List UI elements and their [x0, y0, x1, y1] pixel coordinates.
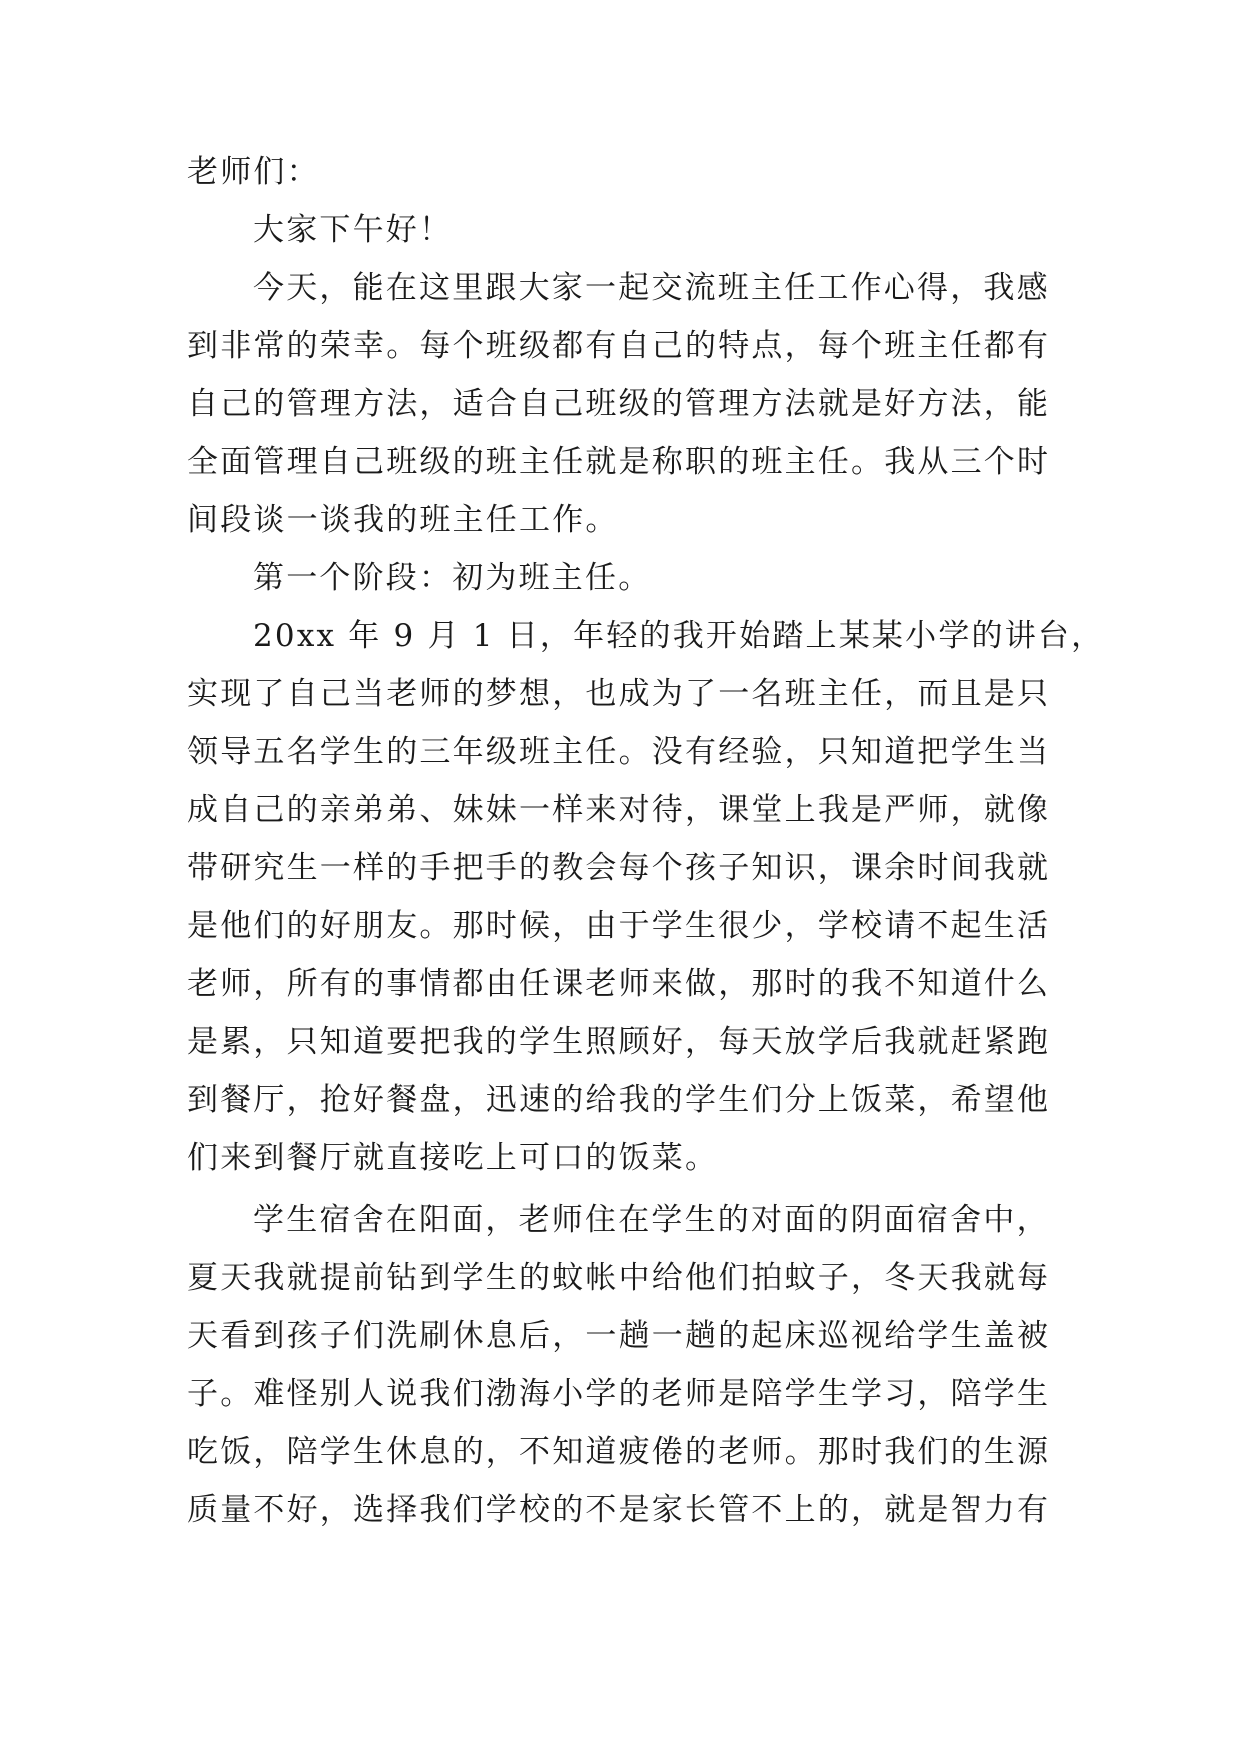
paragraph-line: 吃饭，陪学生休息的，不知道疲倦的老师。那时我们的生源: [187, 1434, 1051, 1470]
paragraph-line: 质量不好，选择我们学校的不是家长管不上的，就是智力有: [187, 1492, 1051, 1528]
paragraph-line: 是累，只知道要把我的学生照顾好，每天放学后我就赶紧跑: [187, 1024, 1051, 1060]
paragraph-line: 今天，能在这里跟大家一起交流班主任工作心得，我感: [253, 270, 1050, 306]
paragraph-line: 老师，所有的事情都由任课老师来做，那时的我不知道什么: [187, 966, 1051, 1002]
paragraph-4: [187, 1191, 1063, 1539]
paragraph-line: 自己的管理方法，适合自己班级的管理方法就是好方法，能: [187, 386, 1051, 422]
paragraph-line: 领导五名学生的三年级班主任。没有经验，只知道把学生当: [187, 734, 1051, 770]
paragraph-3: [187, 607, 1105, 1187]
paragraph-line: 学生宿舍在阳面，老师住在学生的对面的阴面宿舍中，: [253, 1202, 1050, 1238]
section-heading-text: 第一个阶段：初为班主任。: [253, 560, 652, 596]
salutation: 老师们：: [187, 154, 320, 190]
paragraph-line: 到餐厅，抢好餐盘，迅速的给我的学生们分上饭菜，希望他: [187, 1082, 1051, 1118]
paragraph-line: 成自己的亲弟弟、妹妹一样来对待，课堂上我是严师，就像: [187, 792, 1051, 828]
paragraph-line: 带研究生一样的手把手的教会每个孩子知识，课余时间我就: [187, 850, 1051, 886]
paragraph-line: 夏天我就提前钻到学生的蚊帐中给他们拍蚊子，冬天我就每: [187, 1260, 1051, 1296]
paragraph-line: 间段谈一谈我的班主任工作。: [187, 502, 619, 538]
document-body: [187, 143, 1105, 1539]
section-heading: [187, 549, 1063, 607]
paragraph-line: 全面管理自己班级的班主任就是称职的班主任。我从三个时: [187, 444, 1051, 480]
paragraph-line: 天看到孩子们洗刷休息后，一趟一趟的起床巡视给学生盖被: [187, 1318, 1051, 1354]
paragraph-line: 到非常的荣幸。每个班级都有自己的特点，每个班主任都有: [187, 328, 1051, 364]
paragraph-line: 20xx 年 9 月 1 日，年轻的我开始踏上某某小学的讲台，: [253, 618, 1105, 654]
paragraph-line: 子。难怪别人说我们渤海小学的老师是陪学生学习，陪学生: [187, 1376, 1051, 1412]
paragraph-line: 实现了自己当老师的梦想，也成为了一名班主任，而且是只: [187, 676, 1051, 712]
paragraph-line: 是他们的好朋友。那时候，由于学生很少，学校请不起生活: [187, 908, 1051, 944]
greeting: 大家下午好！: [253, 212, 453, 248]
paragraph-line: 们来到餐厅就直接吃上可口的饭菜。: [187, 1140, 719, 1176]
paragraph-1: [187, 259, 1063, 549]
